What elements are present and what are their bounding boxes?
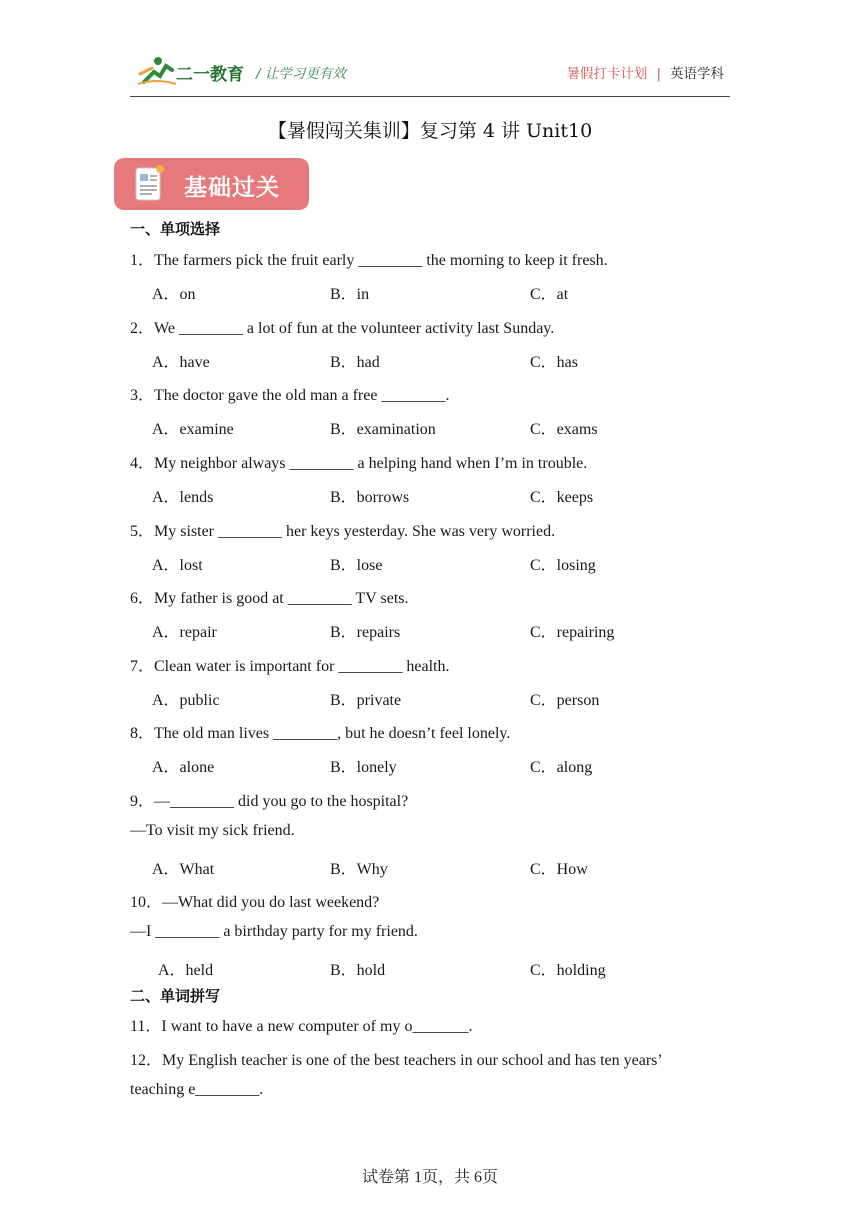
question-stem: 2．We ________ a lot of fun at the volunteer activity last Sunday. bbox=[130, 320, 555, 337]
question-options bbox=[152, 856, 752, 878]
option-a: A．held bbox=[158, 962, 214, 979]
option-a: A．public bbox=[152, 692, 220, 709]
option-a: A．lost bbox=[152, 557, 203, 574]
option-b: B．repairs bbox=[330, 624, 401, 641]
spelling-question: 11．I want to have a new computer of my o_______. bbox=[130, 1018, 473, 1035]
option-b: B．Why bbox=[330, 861, 388, 878]
option-c: C．losing bbox=[530, 557, 596, 574]
plan-label: 暑假打卡计划 bbox=[566, 66, 648, 82]
option-b: B．in bbox=[330, 286, 370, 303]
question-options bbox=[152, 416, 752, 438]
option-a: A．repair bbox=[152, 624, 217, 641]
page-footer: 试卷第 1页，共 6页 bbox=[361, 1169, 498, 1186]
option-c: C．at bbox=[530, 286, 569, 303]
option-a: A．have bbox=[152, 354, 210, 371]
option-c: C．How bbox=[530, 861, 588, 878]
section-banner bbox=[114, 158, 309, 210]
header-separator: | bbox=[656, 66, 661, 82]
section-heading: 一、单项选择 bbox=[130, 220, 221, 238]
option-b: B．private bbox=[330, 692, 402, 709]
subject-label: 英语学科 bbox=[670, 66, 724, 82]
option-a: A．lends bbox=[152, 489, 214, 506]
question-options bbox=[152, 687, 752, 709]
question-stem: 5．My sister ________ her keys yesterday. She was very worried. bbox=[130, 523, 556, 540]
option-c: C．along bbox=[530, 759, 593, 776]
question-stem: 9．—________ did you go to the hospital? bbox=[130, 793, 409, 810]
option-c: C．has bbox=[530, 354, 579, 371]
question-options bbox=[152, 619, 752, 641]
logo-text: 二一教育 bbox=[176, 65, 244, 85]
question-stem: 6．My father is good at ________ TV sets. bbox=[130, 590, 409, 607]
question-stem: 3．The doctor gave the old man a free ________. bbox=[130, 387, 450, 404]
option-b: B．hold bbox=[330, 962, 386, 979]
option-a: A．alone bbox=[152, 759, 215, 776]
question-stem: 4．My neighbor always ________ a helping hand when I’m in trouble. bbox=[130, 455, 588, 472]
question-stem: 1．The farmers pick the fruit early ________ the morning to keep it fresh. bbox=[130, 252, 608, 269]
question-options bbox=[152, 349, 752, 371]
option-b: B．lose bbox=[330, 557, 383, 574]
section-heading: 二、单词拼写 bbox=[130, 987, 221, 1005]
option-a: A．What bbox=[152, 861, 215, 878]
option-b: B．had bbox=[330, 354, 380, 371]
option-b: B．examination bbox=[330, 421, 436, 438]
option-c: C．repairing bbox=[530, 624, 615, 641]
option-a: A．on bbox=[152, 286, 196, 303]
option-a: A．examine bbox=[152, 421, 234, 438]
question-stem: 8．The old man lives ________, but he doesn’t feel lonely. bbox=[130, 725, 511, 742]
document-icon bbox=[134, 164, 164, 202]
question-options bbox=[152, 552, 752, 574]
slogan: / 让学习更有效 bbox=[256, 66, 346, 82]
spelling-question: 12．My English teacher is one of the best teachers in our school and has ten years’ bbox=[130, 1052, 663, 1069]
page-title: 【暑假闯关集训】复习第 4 讲 Unit10 bbox=[267, 120, 593, 142]
logo bbox=[136, 54, 256, 88]
option-c: C．person bbox=[530, 692, 600, 709]
question-stem: 7．Clean water is important for ________ health. bbox=[130, 658, 450, 675]
option-c: C．holding bbox=[530, 962, 606, 979]
question-options bbox=[152, 754, 752, 776]
question-options bbox=[152, 281, 752, 303]
header-right bbox=[566, 62, 724, 82]
page-header bbox=[130, 52, 730, 96]
option-c: C．keeps bbox=[530, 489, 594, 506]
option-c: C．exams bbox=[530, 421, 598, 438]
question-stem: 10．—What did you do last weekend? bbox=[130, 894, 380, 911]
question-answer-line: —I ________ a birthday party for my friend. bbox=[130, 923, 418, 940]
option-b: B．borrows bbox=[330, 489, 410, 506]
spelling-question-continued: teaching e________. bbox=[130, 1081, 264, 1098]
banner-label: 基础过关 bbox=[184, 175, 280, 201]
header-divider bbox=[130, 96, 730, 97]
question-options bbox=[158, 957, 758, 979]
option-b: B．lonely bbox=[330, 759, 397, 776]
question-options bbox=[152, 484, 752, 506]
question-answer-line: —To visit my sick friend. bbox=[130, 822, 295, 839]
